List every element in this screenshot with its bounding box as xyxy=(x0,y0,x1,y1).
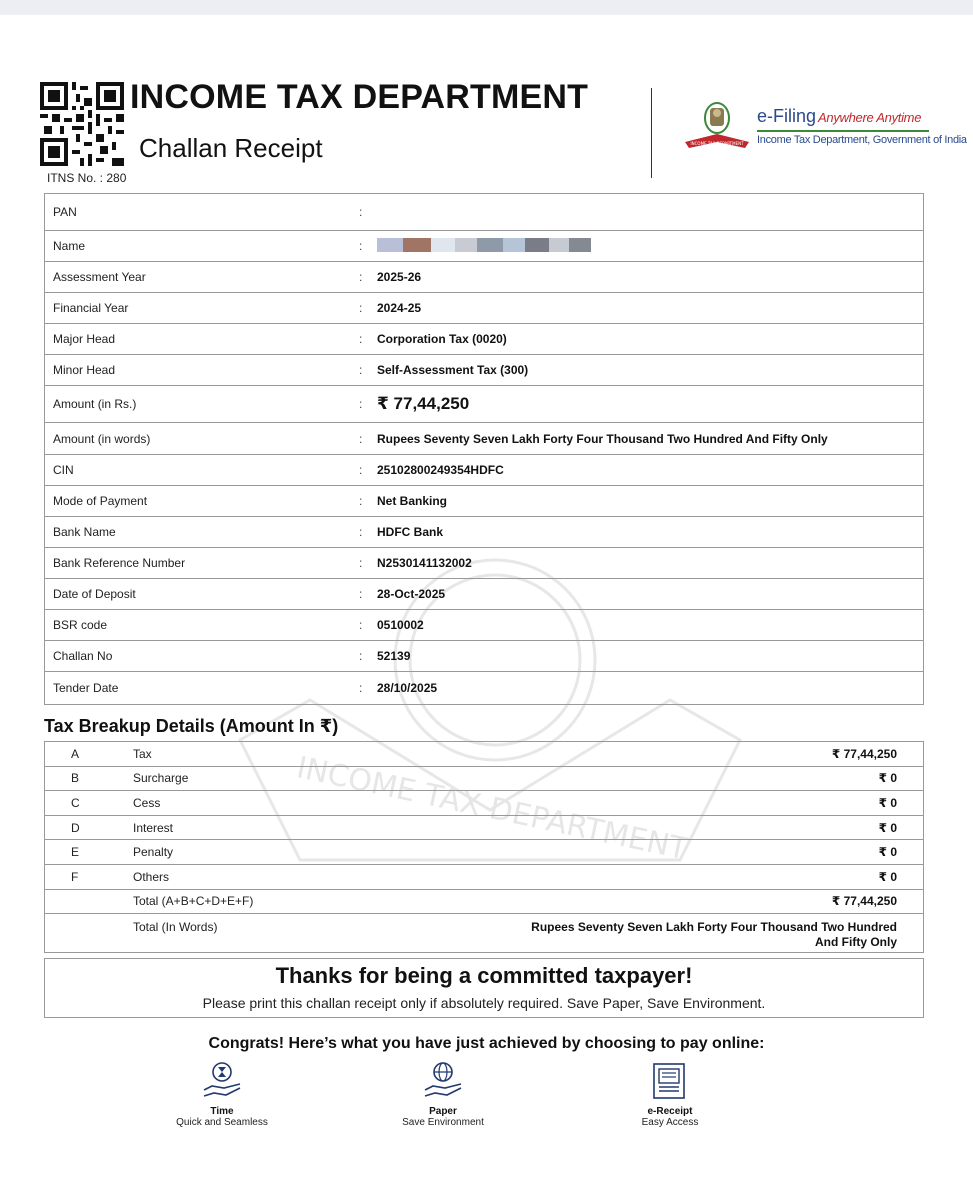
detail-value: Self-Assessment Tax (300) xyxy=(377,363,529,377)
detail-value: 2025-26 xyxy=(377,270,422,284)
detail-value: ₹ 77,44,250 xyxy=(377,394,470,413)
breakup-row xyxy=(45,840,923,865)
detail-value: 2024-25 xyxy=(377,301,422,315)
detail-label: Date of Deposit xyxy=(53,587,136,601)
detail-label: Amount (in Rs.) xyxy=(53,397,137,411)
detail-row xyxy=(45,579,923,610)
benefit-subtitle: Save Environment xyxy=(402,1117,484,1128)
efiling-tagline: Anywhere Anytime xyxy=(818,110,922,125)
detail-value: 28/10/2025 xyxy=(377,681,438,695)
detail-row xyxy=(45,231,923,262)
header-divider xyxy=(651,88,652,178)
detail-row xyxy=(45,548,923,579)
challan-details-table xyxy=(44,193,924,705)
benefit-title: Paper xyxy=(429,1106,457,1117)
breakup-row xyxy=(45,742,923,767)
benefit-ereceipt xyxy=(600,1060,740,1128)
detail-colon: : xyxy=(359,587,363,601)
detail-label: Major Head xyxy=(53,332,116,346)
breakup-name: Total (In Words) xyxy=(133,920,218,935)
detail-label: CIN xyxy=(53,463,74,477)
breakup-code: A xyxy=(71,746,80,761)
detail-row xyxy=(45,641,923,672)
breakup-row xyxy=(45,914,923,952)
breakup-code: D xyxy=(71,820,80,835)
breakup-row xyxy=(45,816,923,841)
document-icon xyxy=(648,1060,692,1104)
breakup-name: Total (A+B+C+D+E+F) xyxy=(133,894,254,909)
detail-value: HDFC Bank xyxy=(377,525,444,539)
benefit-time xyxy=(152,1060,292,1128)
detail-colon: : xyxy=(359,270,363,284)
detail-value xyxy=(377,238,923,255)
breakup-code: B xyxy=(71,771,80,786)
detail-row xyxy=(45,194,923,231)
detail-colon: : xyxy=(359,556,363,570)
detail-colon: : xyxy=(359,494,363,508)
detail-colon: : xyxy=(359,525,363,539)
thanks-note: Please print this challan receipt only if absolutely required. Save Paper, Save Environment. xyxy=(202,995,766,1011)
department-title: INCOME TAX DEPARTMENT xyxy=(130,78,589,116)
top-strip xyxy=(0,0,973,15)
svg-text:INCOME TAX DEPARTMENT: INCOME TAX DEPARTMENT xyxy=(690,141,744,146)
benefit-paper xyxy=(373,1060,513,1128)
breakup-row xyxy=(45,890,923,915)
breakup-amount: ₹ 0 xyxy=(878,771,897,786)
detail-label: Mode of Payment xyxy=(53,494,148,508)
detail-value: 28-Oct-2025 xyxy=(377,587,446,601)
qr-code xyxy=(40,82,124,166)
detail-colon: : xyxy=(359,618,363,632)
detail-value: 0510002 xyxy=(377,618,424,632)
detail-colon: : xyxy=(359,363,363,377)
detail-row xyxy=(45,672,923,704)
congrats-heading: Congrats! Here’s what you have just achieved by choosing to pay online: xyxy=(208,1035,765,1052)
itns-number: ITNS No. : 280 xyxy=(47,171,127,185)
detail-row xyxy=(45,517,923,548)
breakup-row xyxy=(45,791,923,816)
detail-label: Amount (in words) xyxy=(53,431,151,446)
detail-row xyxy=(45,455,923,486)
breakup-name: Interest xyxy=(133,820,174,835)
detail-label: BSR code xyxy=(53,618,108,632)
detail-row xyxy=(45,262,923,293)
benefit-subtitle: Quick and Seamless xyxy=(176,1117,268,1128)
breakup-code: E xyxy=(71,845,80,860)
benefit-title: Time xyxy=(210,1106,234,1117)
breakup-name: Penalty xyxy=(133,845,174,860)
breakup-amount: ₹ 77,44,250 xyxy=(831,894,897,909)
detail-colon: : xyxy=(359,205,363,219)
tax-breakup-table xyxy=(44,741,924,953)
breakup-code: C xyxy=(71,795,80,810)
receipt-title: Challan Receipt xyxy=(139,133,323,163)
breakup-amount: ₹ 0 xyxy=(878,869,897,884)
detail-label: Financial Year xyxy=(53,301,129,315)
efiling-main: e-Filing xyxy=(757,106,817,126)
detail-row xyxy=(45,293,923,324)
detail-label: Minor Head xyxy=(53,363,116,377)
detail-row xyxy=(45,610,923,641)
breakup-amount: ₹ 0 xyxy=(878,820,897,835)
detail-colon: : xyxy=(359,332,363,346)
breakup-name: Surcharge xyxy=(133,771,189,786)
detail-colon: : xyxy=(359,463,363,477)
breakup-title: Tax Breakup Details (Amount In ₹) xyxy=(44,716,339,736)
breakup-row xyxy=(45,865,923,890)
thanks-heading: Thanks for being a committed taxpayer! xyxy=(275,963,693,988)
detail-value: Rupees Seventy Seven Lakh Forty Four Thousand Two Hundred And Fifty Only xyxy=(377,431,828,446)
national-emblem-icon xyxy=(683,98,751,154)
thanks-box xyxy=(44,958,924,1018)
hourglass-hand-icon xyxy=(200,1060,244,1104)
breakup-amount: ₹ 77,44,250 xyxy=(831,746,897,761)
detail-colon: : xyxy=(359,431,363,446)
detail-row xyxy=(45,386,923,423)
redacted-name xyxy=(377,238,591,252)
breakup-name: Others xyxy=(133,869,170,884)
breakup-name: Cess xyxy=(133,795,161,810)
breakup-name: Tax xyxy=(133,746,152,761)
detail-value: 25102800249354HDFC xyxy=(377,463,504,477)
detail-colon: : xyxy=(359,649,363,663)
benefit-title: e-Receipt xyxy=(647,1106,693,1117)
detail-value: N2530141132002 xyxy=(377,556,472,570)
detail-row xyxy=(45,355,923,386)
detail-label: Bank Name xyxy=(53,525,116,539)
detail-label: Tender Date xyxy=(53,681,119,695)
detail-colon: : xyxy=(359,239,363,253)
detail-row xyxy=(45,486,923,517)
detail-value: Corporation Tax (0020) xyxy=(377,332,507,346)
detail-label: Challan No xyxy=(53,649,113,663)
breakup-amount: ₹ 0 xyxy=(878,845,897,860)
benefit-subtitle: Easy Access xyxy=(641,1117,699,1128)
detail-row xyxy=(45,324,923,355)
detail-value: Net Banking xyxy=(377,494,448,508)
detail-label: Name xyxy=(53,239,86,253)
breakup-amount: Rupees Seventy Seven Lakh Forty Four Thousand Two Hundred And Fifty Only xyxy=(531,920,897,950)
detail-value: 52139 xyxy=(377,649,411,663)
detail-label: PAN xyxy=(53,205,77,219)
detail-colon: : xyxy=(359,301,363,315)
detail-colon: : xyxy=(359,397,363,411)
detail-colon: : xyxy=(359,681,363,695)
detail-row xyxy=(45,423,923,455)
efiling-logo-text xyxy=(757,106,921,127)
breakup-row xyxy=(45,767,923,792)
efiling-underline xyxy=(757,130,929,132)
detail-label: Bank Reference Number xyxy=(53,556,186,570)
breakup-code: F xyxy=(71,869,79,884)
efiling-subtitle: Income Tax Department, Government of India xyxy=(757,134,967,146)
watermark-text: INCOME TAX DEPARTMENT xyxy=(293,750,691,868)
detail-label: Assessment Year xyxy=(53,270,146,284)
breakup-amount: ₹ 0 xyxy=(878,795,897,810)
globe-hand-icon xyxy=(421,1060,465,1104)
